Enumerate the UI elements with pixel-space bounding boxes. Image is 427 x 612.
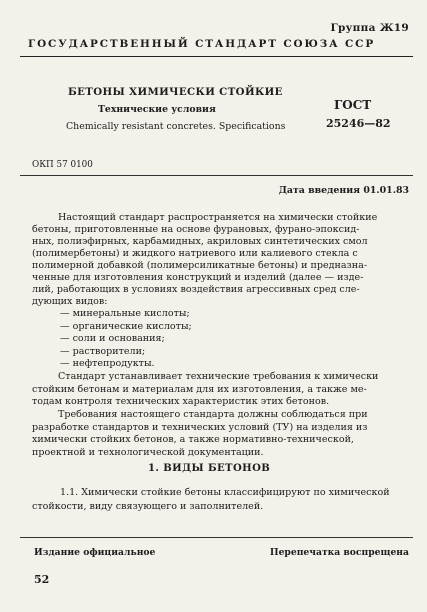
top-divider bbox=[20, 56, 413, 57]
official-edition-note: Издание официальное bbox=[34, 547, 156, 558]
middle-divider bbox=[20, 175, 413, 176]
reprint-prohibited-note: Перепечатка воспрещена bbox=[269, 547, 409, 558]
body-line: дующих видов: bbox=[32, 296, 108, 307]
body-line: Требования настоящего стандарта должны соблюдаться при bbox=[58, 409, 368, 420]
gost-label: ГОСТ bbox=[334, 98, 372, 112]
section-heading: 1. ВИДЫ БЕТОНОВ bbox=[148, 463, 271, 474]
page-number: 52 bbox=[34, 573, 50, 586]
document-title: БЕТОНЫ ХИМИЧЕСКИ СТОЙКИЕ bbox=[68, 86, 283, 98]
body-line: (полимербетоны) и жидкого натриевого или калиевого стекла с bbox=[32, 248, 358, 259]
list-item: — минеральные кислоты; bbox=[60, 308, 190, 319]
body-line: ченные для изготовления конструкций и изделий (далее — изде- bbox=[32, 272, 364, 283]
body-line: Настоящий стандарт распространяется на химически стойкие bbox=[58, 212, 378, 223]
body-line: разработке стандартов и технических условий (ТУ) на изделия из bbox=[32, 421, 368, 433]
body-line: полимерной добавкой (полимерсиликатные бетоны) и предназна- bbox=[32, 260, 368, 271]
bottom-divider bbox=[20, 537, 413, 538]
list-item: — соли и основания; bbox=[60, 333, 165, 344]
section-line: стойкости, виду связующего и заполнителей. bbox=[32, 501, 264, 512]
list-item: — органические кислоты; bbox=[60, 320, 192, 332]
body-line: ных, полиэфирных, карбамидных, акриловых синтетических смол bbox=[32, 236, 368, 247]
body-line: бетоны, приготовленные на основе фурановых, фурано-эпоксид- bbox=[32, 224, 360, 235]
body-line: проектной и технологической документации. bbox=[32, 446, 264, 458]
gost-number: 25246—82 bbox=[326, 117, 391, 130]
body-line: химически стойких бетонов, а также нормативно-технической, bbox=[32, 434, 354, 445]
body-line: тодам контроля технических характеристик этих бетонов. bbox=[32, 396, 330, 407]
document-subtitle: Технические условия bbox=[98, 104, 216, 115]
intro-date: Дата введения 01.01.83 bbox=[278, 185, 409, 196]
body-line: Стандарт устанавливает технические требования к химически bbox=[58, 371, 379, 382]
list-item: — нефтепродукты. bbox=[60, 358, 155, 369]
list-item: — растворители; bbox=[60, 345, 146, 357]
body-line: стойким бетонам и материалам для их изготовления, а также ме- bbox=[32, 383, 367, 395]
section-line: 1.1. Химически стойкие бетоны классифицируют по химической bbox=[60, 487, 390, 498]
standard-org-heading: ГОСУДАРСТВЕННЫЙ СТАНДАРТ СОЮЗА ССР bbox=[28, 38, 376, 50]
group-code: Группа Ж19 bbox=[330, 22, 409, 34]
okp-code: ОКП 57 0100 bbox=[32, 160, 93, 170]
body-line: лий, работающих в условиях воздействия агрессивных сред сле- bbox=[32, 284, 360, 295]
document-title-english: Chemically resistant concretes. Specifications bbox=[66, 121, 286, 132]
